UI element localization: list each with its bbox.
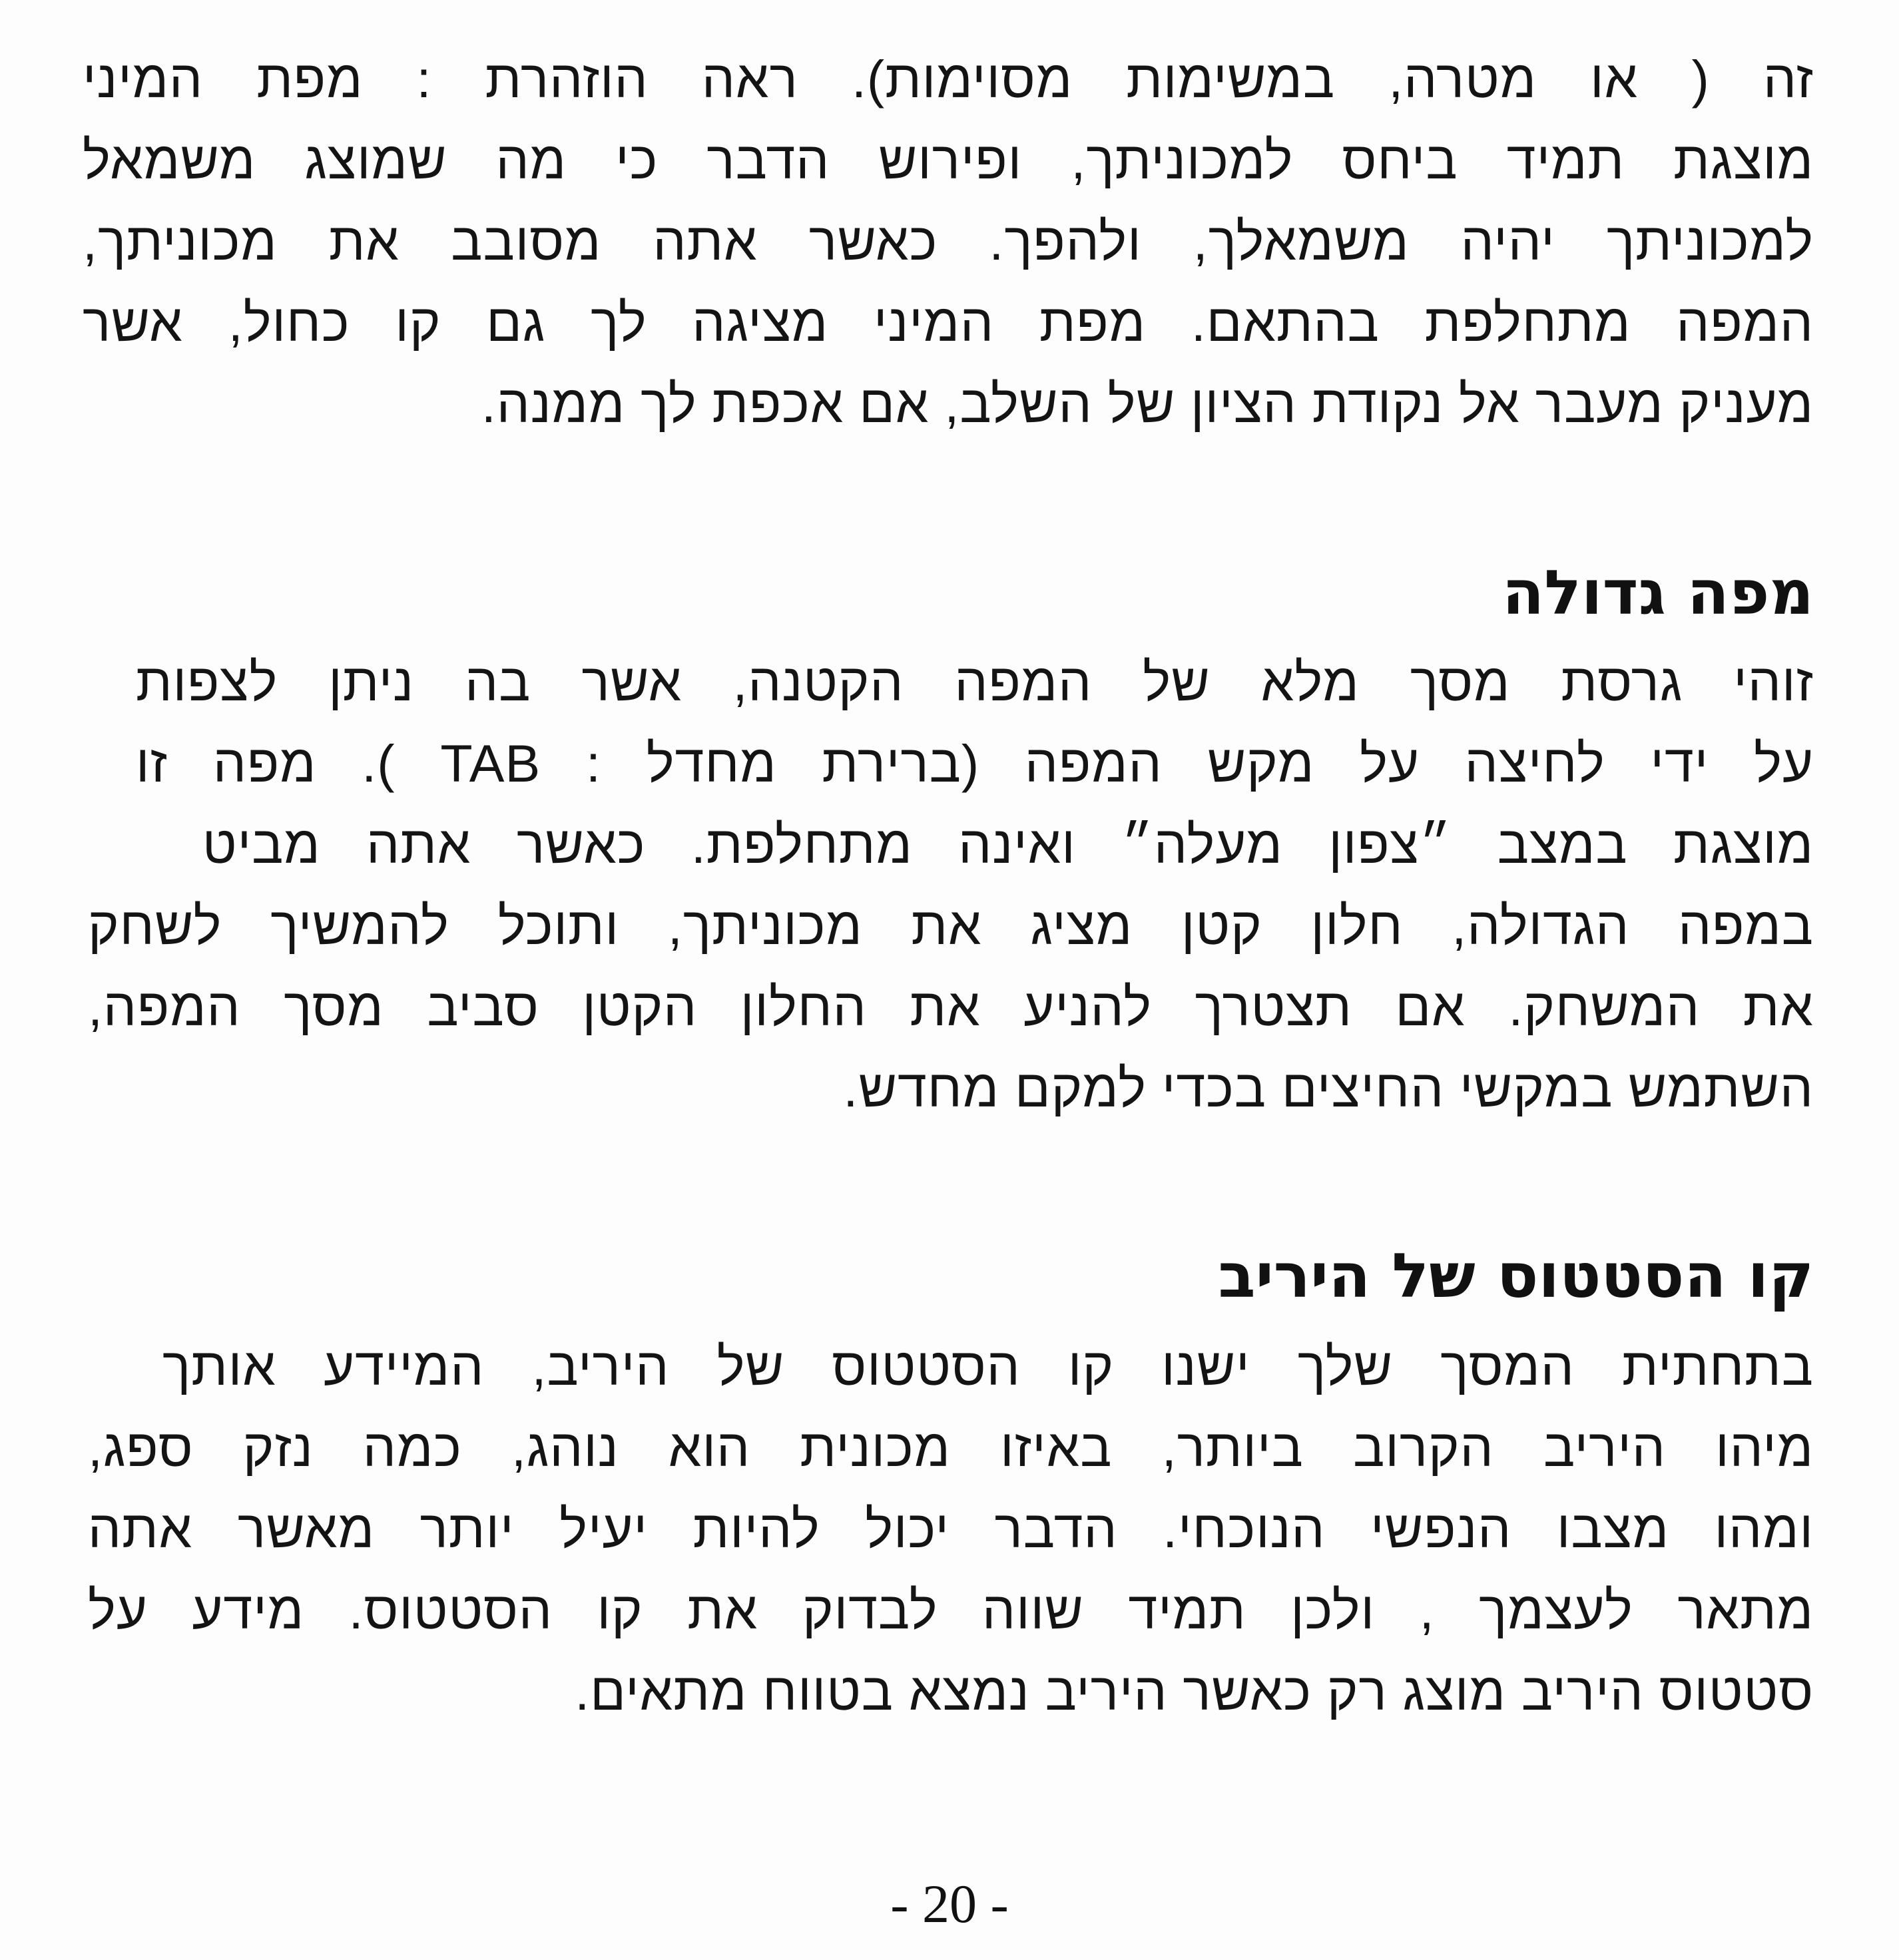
- text-line: מיהו היריב הקרוב ביותר, באיזו מכונית הוא נוהג, כמה נזק ספג,: [88, 1418, 1814, 1477]
- rival-status-paragraph: [88, 1326, 1814, 1732]
- text-line: השתמש במקשי החיצים בכדי למקם מחדש.: [843, 1059, 1814, 1118]
- text-line: את המשחק. אם תצטרך להניע את החלון הקטן סביב מסך המפה,: [88, 977, 1814, 1037]
- text-line: זה ( או מטרה, במשימות מסוימות). ראה הוזהרת : מפת המיני: [83, 49, 1814, 109]
- text-line: על ידי לחיצה על מקש המפה (ברירת מחדל : TAB ). מפה זו: [136, 734, 1814, 793]
- text-line: בתחתית המסך שלך ישנו קו הסטטוס של היריב, המיידע אותך: [162, 1337, 1814, 1396]
- text-line: מתאר לעצמך , ולכן תמיד שווה לבדוק את קו הסטטוס. מידע על: [88, 1581, 1814, 1640]
- text-line: זוהי גרסת מסך מלא של המפה הקטנה, אשר בה ניתן לצפות: [136, 652, 1814, 712]
- intro-paragraph: [83, 39, 1814, 445]
- text-line: מוצגת תמיד ביחס למכוניתך, ופירוש הדבר כי מה שמוצג משמאל: [83, 130, 1814, 190]
- text-line: במפה הגדולה, חלון קטן מציג את מכוניתך, ותוכל להמשיך לשחק: [88, 896, 1814, 955]
- page-number: - 20 -: [890, 1873, 1009, 1934]
- text-line: ומהו מצבו הנפשי הנוכחי. הדבר יכול להיות יעיל יותר מאשר אתה: [88, 1499, 1814, 1559]
- big-map-paragraph: [88, 642, 1814, 1129]
- text-line: מוצגת במצב ״צפון מעלה״ ואינה מתחלפת. כאשר אתה מביט: [202, 815, 1814, 874]
- text-line: המפה מתחלפת בהתאם. מפת המיני מציגה לך גם קו כחול, אשר: [83, 293, 1814, 352]
- section-heading-big-map: מפה גדולה: [1502, 557, 1814, 628]
- text-line: למכוניתך יהיה משמאלך, ולהפך. כאשר אתה מסובב את מכוניתך,: [83, 212, 1814, 271]
- text-line: סטטוס היריב מוצג רק כאשר היריב נמצא בטווח מתאים.: [575, 1662, 1814, 1721]
- section-heading-rival-status: קו הסטטוס של היריב: [1218, 1240, 1814, 1312]
- text-line: מעניק מעבר אל נקודת הציון של השלב, אם אכפת לך ממנה.: [481, 374, 1814, 433]
